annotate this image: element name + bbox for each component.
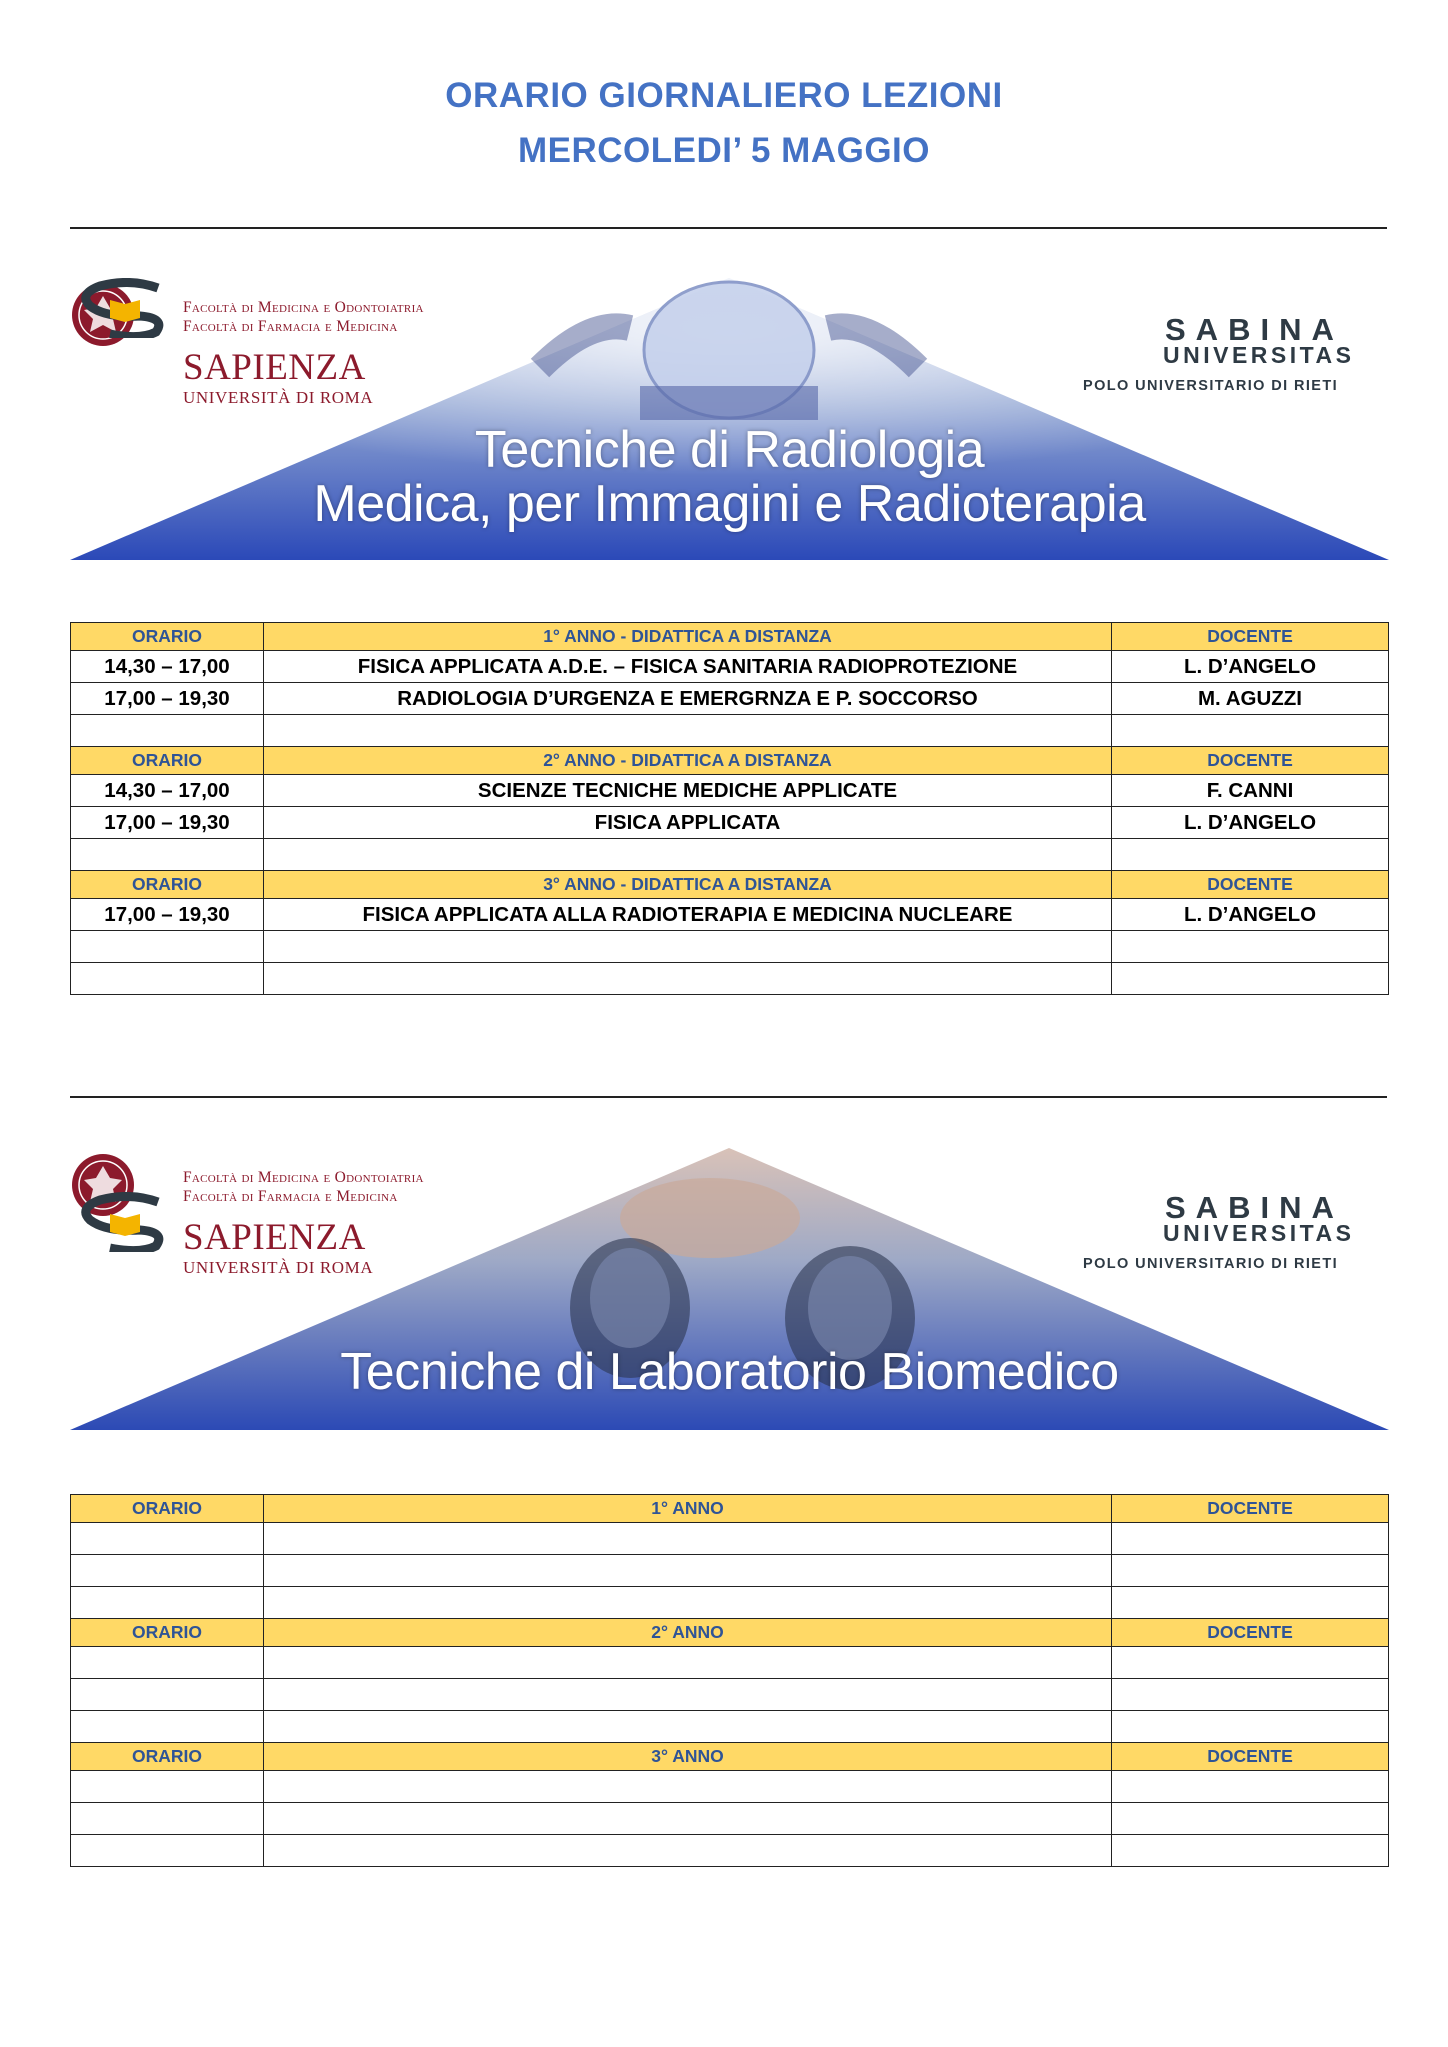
sabina-logo-icon <box>70 278 180 338</box>
cell-orario <box>71 1587 264 1619</box>
schedule-table-laboratorio <box>70 1494 1389 1867</box>
banner-title-line-1: Tecniche di Radiologia <box>474 421 985 479</box>
cell-orario: 17,00 – 19,30 <box>71 899 264 931</box>
cell-docente <box>1112 963 1389 995</box>
table-row <box>71 807 1389 839</box>
banner-title-line-2: Medica, per Immagini e Radioterapia <box>313 475 1146 533</box>
table-row <box>71 715 1389 747</box>
cell-docente: L. D’ANGELO <box>1112 651 1389 683</box>
cell-orario <box>71 1711 264 1743</box>
header-anno: 1° ANNO <box>264 1495 1112 1523</box>
header-orario: ORARIO <box>71 1743 264 1771</box>
page-date: MERCOLEDI’ 5 MAGGIO <box>517 131 931 170</box>
cell-insegnamento <box>264 1835 1112 1867</box>
table-row <box>71 1647 1389 1679</box>
cell-orario: 17,00 – 19,30 <box>71 683 264 715</box>
cell-insegnamento <box>264 1711 1112 1743</box>
sabina-logo-subtext: UNIVERSITAS <box>1163 342 1355 368</box>
cell-orario <box>71 1647 264 1679</box>
cell-docente <box>1112 1555 1389 1587</box>
sabina-logo-icon <box>70 1192 180 1252</box>
table-row <box>71 1679 1389 1711</box>
header-docente: DOCENTE <box>1112 871 1389 899</box>
divider <box>70 1096 1387 1098</box>
table-row <box>71 775 1389 807</box>
sapienza-logo-subtext: UNIVERSITÀ DI ROMA <box>183 388 374 407</box>
cell-docente <box>1112 839 1389 871</box>
cell-orario <box>71 1835 264 1867</box>
header-anno: 2° ANNO - DIDATTICA A DISTANZA <box>264 747 1112 775</box>
table-row <box>71 683 1389 715</box>
cell-insegnamento <box>264 715 1112 747</box>
cell-docente: L. D’ANGELO <box>1112 899 1389 931</box>
cell-orario <box>71 963 264 995</box>
cell-docente <box>1112 715 1389 747</box>
sapienza-logo-text: SAPIENZA <box>183 347 366 388</box>
table-row <box>71 1835 1389 1867</box>
cell-docente <box>1112 1803 1389 1835</box>
header-docente: DOCENTE <box>1112 1495 1389 1523</box>
cell-orario <box>71 1771 264 1803</box>
header-orario: ORARIO <box>71 1495 264 1523</box>
cell-orario <box>71 1523 264 1555</box>
cell-orario: 17,00 – 19,30 <box>71 807 264 839</box>
cell-insegnamento <box>264 1679 1112 1711</box>
header-anno: 3° ANNO <box>264 1743 1112 1771</box>
header-anno: 3° ANNO - DIDATTICA A DISTANZA <box>264 871 1112 899</box>
cell-insegnamento <box>264 931 1112 963</box>
table-row <box>71 1711 1389 1743</box>
cell-insegnamento <box>264 963 1112 995</box>
sabina-logo-subtext: UNIVERSITAS <box>1163 1220 1355 1246</box>
cell-orario <box>71 839 264 871</box>
cell-docente <box>1112 1523 1389 1555</box>
cell-insegnamento <box>264 1771 1112 1803</box>
cell-insegnamento: RADIOLOGIA D’URGENZA E EMERGRNZA E P. SOCCORSO <box>264 683 1112 715</box>
cell-docente <box>1112 1771 1389 1803</box>
cell-insegnamento <box>264 1555 1112 1587</box>
cell-docente <box>1112 1711 1389 1743</box>
cell-insegnamento: FISICA APPLICATA A.D.E. – FISICA SANITARIA RADIOPROTEZIONE <box>264 651 1112 683</box>
cell-insegnamento: FISICA APPLICATA ALLA RADIOTERAPIA E MEDICINA NUCLEARE <box>264 899 1112 931</box>
header-anno: 2° ANNO <box>264 1619 1112 1647</box>
cell-insegnamento <box>264 1523 1112 1555</box>
faculty-line-2: Facoltà di Farmacia e Medicina <box>183 1188 398 1205</box>
header-orario: ORARIO <box>71 871 264 899</box>
cell-docente <box>1112 1835 1389 1867</box>
cell-insegnamento <box>264 1647 1112 1679</box>
header-docente: DOCENTE <box>1112 1743 1389 1771</box>
table-row <box>71 1803 1389 1835</box>
sapienza-logo-subtext: UNIVERSITÀ DI ROMA <box>183 1258 374 1277</box>
header-anno: 1° ANNO - DIDATTICA A DISTANZA <box>264 623 1112 651</box>
page-title: ORARIO GIORNALIERO LEZIONI <box>445 76 1003 115</box>
table-header-row <box>71 871 1389 899</box>
table-row <box>71 651 1389 683</box>
cell-docente: M. AGUZZI <box>1112 683 1389 715</box>
sabina-logo-text: SABINA <box>1165 1190 1344 1225</box>
table-header-row <box>71 747 1389 775</box>
header-docente: DOCENTE <box>1112 747 1389 775</box>
faculty-line-2: Facoltà di Farmacia e Medicina <box>183 318 398 335</box>
cell-orario: 14,30 – 17,00 <box>71 775 264 807</box>
table-row <box>71 899 1389 931</box>
sabina-logo-text: SABINA <box>1165 312 1344 347</box>
header-orario: ORARIO <box>71 623 264 651</box>
table-row <box>71 931 1389 963</box>
table-row <box>71 839 1389 871</box>
table-row <box>71 1587 1389 1619</box>
cell-insegnamento <box>264 1587 1112 1619</box>
cell-orario: 14,30 – 17,00 <box>71 651 264 683</box>
cell-insegnamento: SCIENZE TECNICHE MEDICHE APPLICATE <box>264 775 1112 807</box>
cell-insegnamento <box>264 839 1112 871</box>
table-header-row <box>71 1619 1389 1647</box>
divider <box>70 227 1387 229</box>
table-row <box>71 1523 1389 1555</box>
header-docente: DOCENTE <box>1112 1619 1389 1647</box>
cell-orario <box>71 931 264 963</box>
banner-laboratorio <box>70 1148 1389 1430</box>
cell-orario <box>71 1679 264 1711</box>
cell-docente: L. D’ANGELO <box>1112 807 1389 839</box>
table-header-row <box>71 1495 1389 1523</box>
cell-orario <box>71 715 264 747</box>
banner-radiologia <box>70 278 1389 560</box>
table-row <box>71 1771 1389 1803</box>
faculty-line-1: Facoltà di Medicina e Odontoiatria <box>183 299 424 316</box>
schedule-table-radiologia <box>70 622 1389 995</box>
cell-orario <box>71 1555 264 1587</box>
cell-insegnamento: FISICA APPLICATA <box>264 807 1112 839</box>
cell-insegnamento <box>264 1803 1112 1835</box>
cell-docente: F. CANNI <box>1112 775 1389 807</box>
cell-docente <box>1112 1647 1389 1679</box>
table-row <box>71 963 1389 995</box>
cell-docente <box>1112 1679 1389 1711</box>
table-header-row <box>71 1743 1389 1771</box>
faculty-line-1: Facoltà di Medicina e Odontoiatria <box>183 1169 424 1186</box>
header-orario: ORARIO <box>71 747 264 775</box>
cell-docente <box>1112 1587 1389 1619</box>
table-row <box>71 1555 1389 1587</box>
cell-docente <box>1112 931 1389 963</box>
sabina-polo-text: POLO UNIVERSITARIO DI RIETI <box>1083 1256 1339 1272</box>
sabina-polo-text: POLO UNIVERSITARIO DI RIETI <box>1083 378 1339 394</box>
banner-title-line-1: Tecniche di Laboratorio Biomedico <box>340 1343 1119 1401</box>
header-docente: DOCENTE <box>1112 623 1389 651</box>
table-header-row <box>71 623 1389 651</box>
header-orario: ORARIO <box>71 1619 264 1647</box>
cell-orario <box>71 1803 264 1835</box>
sapienza-logo-text: SAPIENZA <box>183 1217 366 1258</box>
